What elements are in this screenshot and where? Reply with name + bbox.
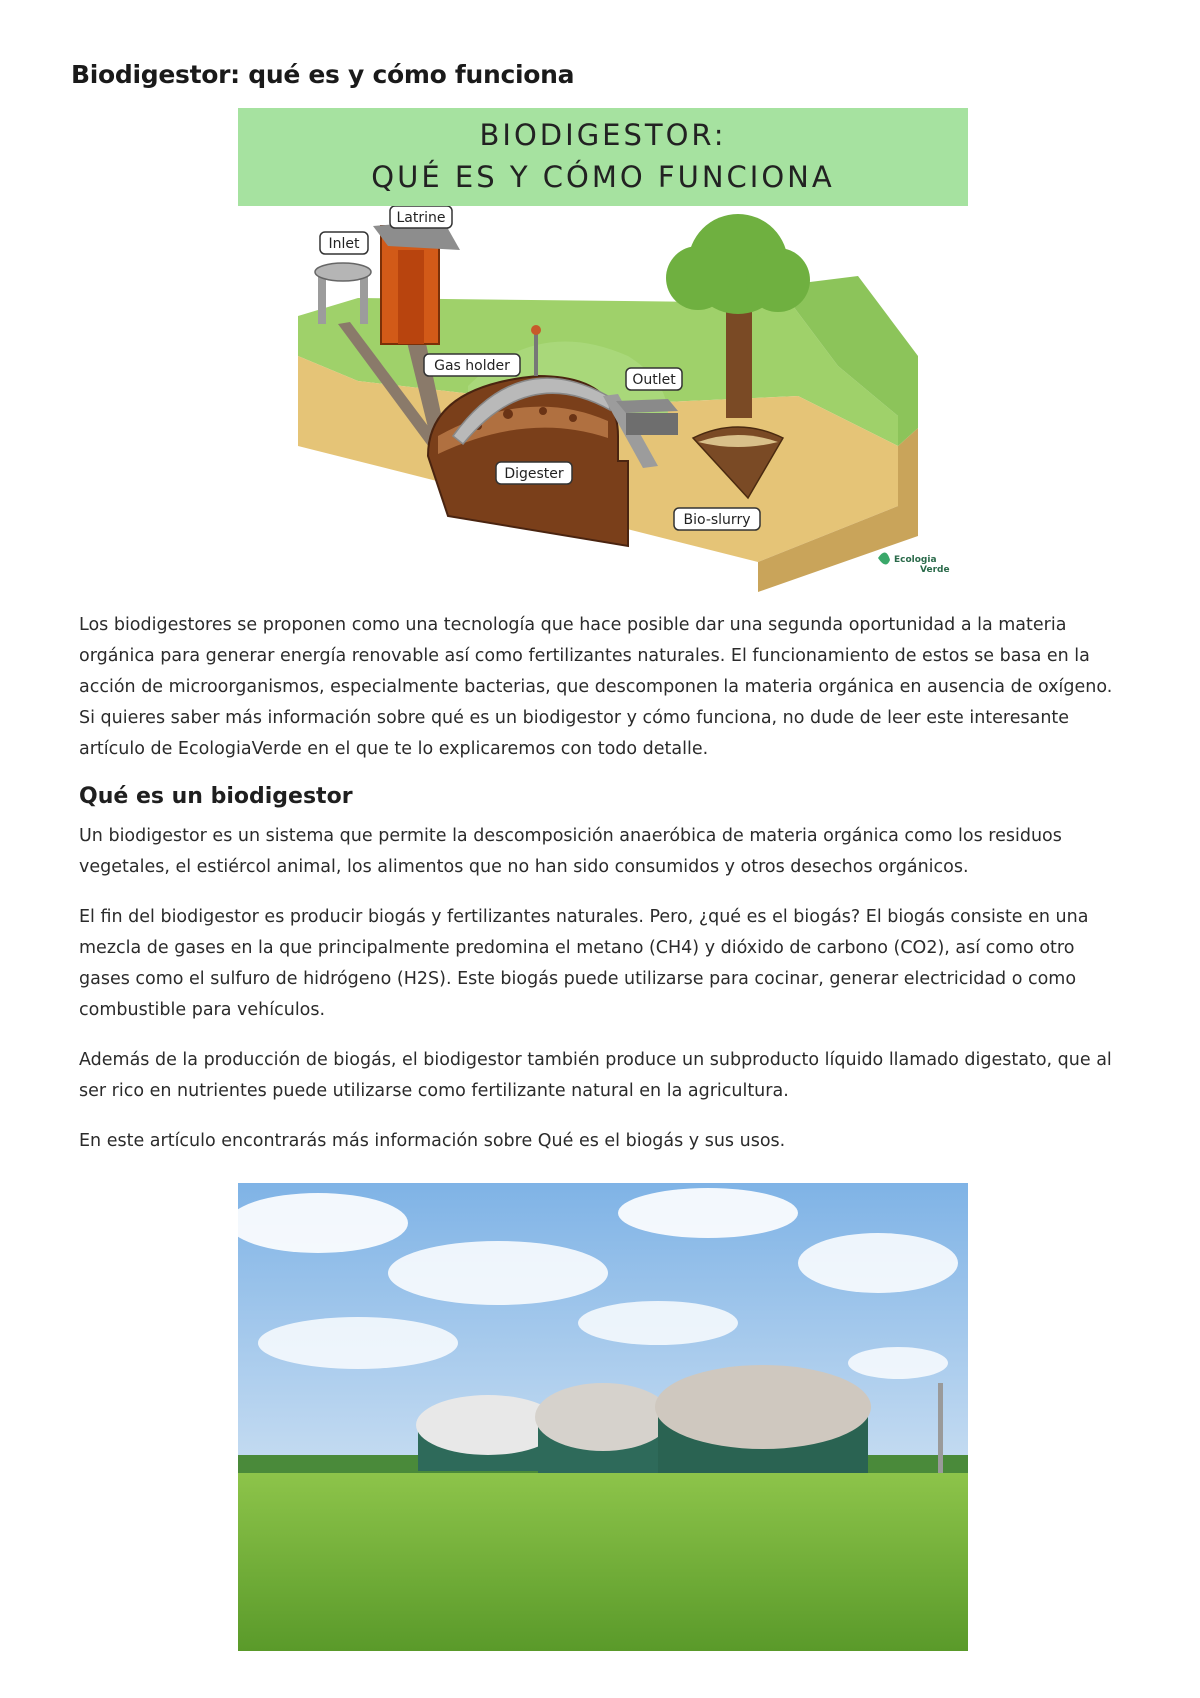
slurry-dot	[569, 414, 577, 422]
inlet-bowl	[315, 263, 371, 281]
biodigester-diagram	[238, 206, 968, 592]
svg-text:Inlet: Inlet	[328, 236, 360, 252]
paragraph-digestate: Además de la producción de biogás, el biodigestor también produce un subproducto líquido llamado digestato, que al ser rico en nutrientes puede utilizarse como fertilizante natural en la agricultura.	[79, 1050, 1112, 1101]
section-heading: Qué es un biodigestor	[79, 784, 353, 809]
outlet-label	[626, 368, 682, 390]
latrine-label	[390, 206, 452, 228]
outlet-box-front	[626, 413, 678, 435]
cloud	[258, 1317, 458, 1369]
cloud	[848, 1347, 948, 1379]
tank-2-dome	[535, 1383, 671, 1451]
banner-line-1: BIODIGESTOR:	[479, 118, 727, 152]
svg-text:Ecologia: Ecologia	[894, 555, 937, 565]
wheat-field	[238, 1473, 968, 1651]
tank-3-dome	[655, 1365, 871, 1449]
inlet-label	[320, 232, 368, 254]
paragraph-link: En este artículo encontrarás más información sobre Qué es el biogás y sus usos.	[79, 1131, 786, 1151]
gas-valve	[531, 325, 541, 335]
inlet-box-right-leg	[360, 274, 368, 324]
svg-text:Verde: Verde	[920, 565, 950, 575]
cloud	[618, 1188, 798, 1238]
biogas-plant-photo	[238, 1183, 968, 1651]
biodigester-figure	[238, 108, 968, 592]
bio-slurry-label	[674, 508, 760, 530]
slurry-dot	[539, 407, 547, 415]
paragraph-biogas: El fin del biodigestor es producir biogás y fertilizantes naturales. Pero, ¿qué es el biogás? El biogás consiste en una mezcla de gases en la que principalmente predomina el metano (CH4) y dióxido de carbono (CO2), así como otro gases como el sulfuro de hidrógeno (H2S). Este biogás puede utilizarse para cocinar, generar electricidad o como combustible para vehículos.	[79, 907, 1089, 1020]
cloud	[798, 1233, 958, 1293]
slurry-dot	[503, 409, 513, 419]
photo-illustration	[238, 1183, 968, 1651]
tree-canopy	[666, 246, 730, 310]
chimney	[938, 1383, 943, 1473]
tree-canopy	[746, 248, 810, 312]
gas-pipe	[534, 331, 538, 376]
intro-paragraph: Los biodigestores se proponen como una tecnología que hace posible dar una segunda oportunidad a la materia orgánica para generar energía renovable así como fertilizantes naturales. El funcionamiento de estos se basa en la acción de microorganismos, especialmente bacterias, que descomponen la materia orgánica en ausencia de oxígeno. Si quieres saber más información sobre qué es un biodigestor y cómo funciona, no dude de leer este interesante artículo de EcologiaVerde en el que te lo explicaremos con todo detalle.	[79, 615, 1113, 759]
outlet-box	[616, 399, 678, 413]
svg-text:Digester: Digester	[504, 466, 564, 482]
banner-line-2: QUÉ ES Y CÓMO FUNCIONA	[371, 160, 835, 194]
cloud	[388, 1241, 608, 1305]
gas-holder-label	[424, 354, 520, 376]
paragraph-definition: Un biodigestor es un sistema que permite la descomposición anaeróbica de materia orgánica como los residuos vegetales, el estiércol animal, los alimentos que no han sido consumidos y otros desechos orgánicos.	[79, 826, 1062, 877]
latrine-door	[398, 250, 424, 344]
ecologia-verde-logo	[878, 552, 950, 575]
svg-text:Bio-slurry: Bio-slurry	[683, 512, 751, 528]
digester-label	[496, 462, 572, 484]
cloud	[578, 1301, 738, 1345]
svg-text:Outlet: Outlet	[632, 372, 676, 388]
svg-text:Latrine: Latrine	[396, 210, 446, 226]
page-title: Biodigestor: qué es y cómo funciona	[71, 60, 575, 89]
svg-text:Gas holder: Gas holder	[434, 358, 510, 374]
figure-banner	[238, 108, 968, 206]
inlet-box-left-leg	[318, 274, 326, 324]
